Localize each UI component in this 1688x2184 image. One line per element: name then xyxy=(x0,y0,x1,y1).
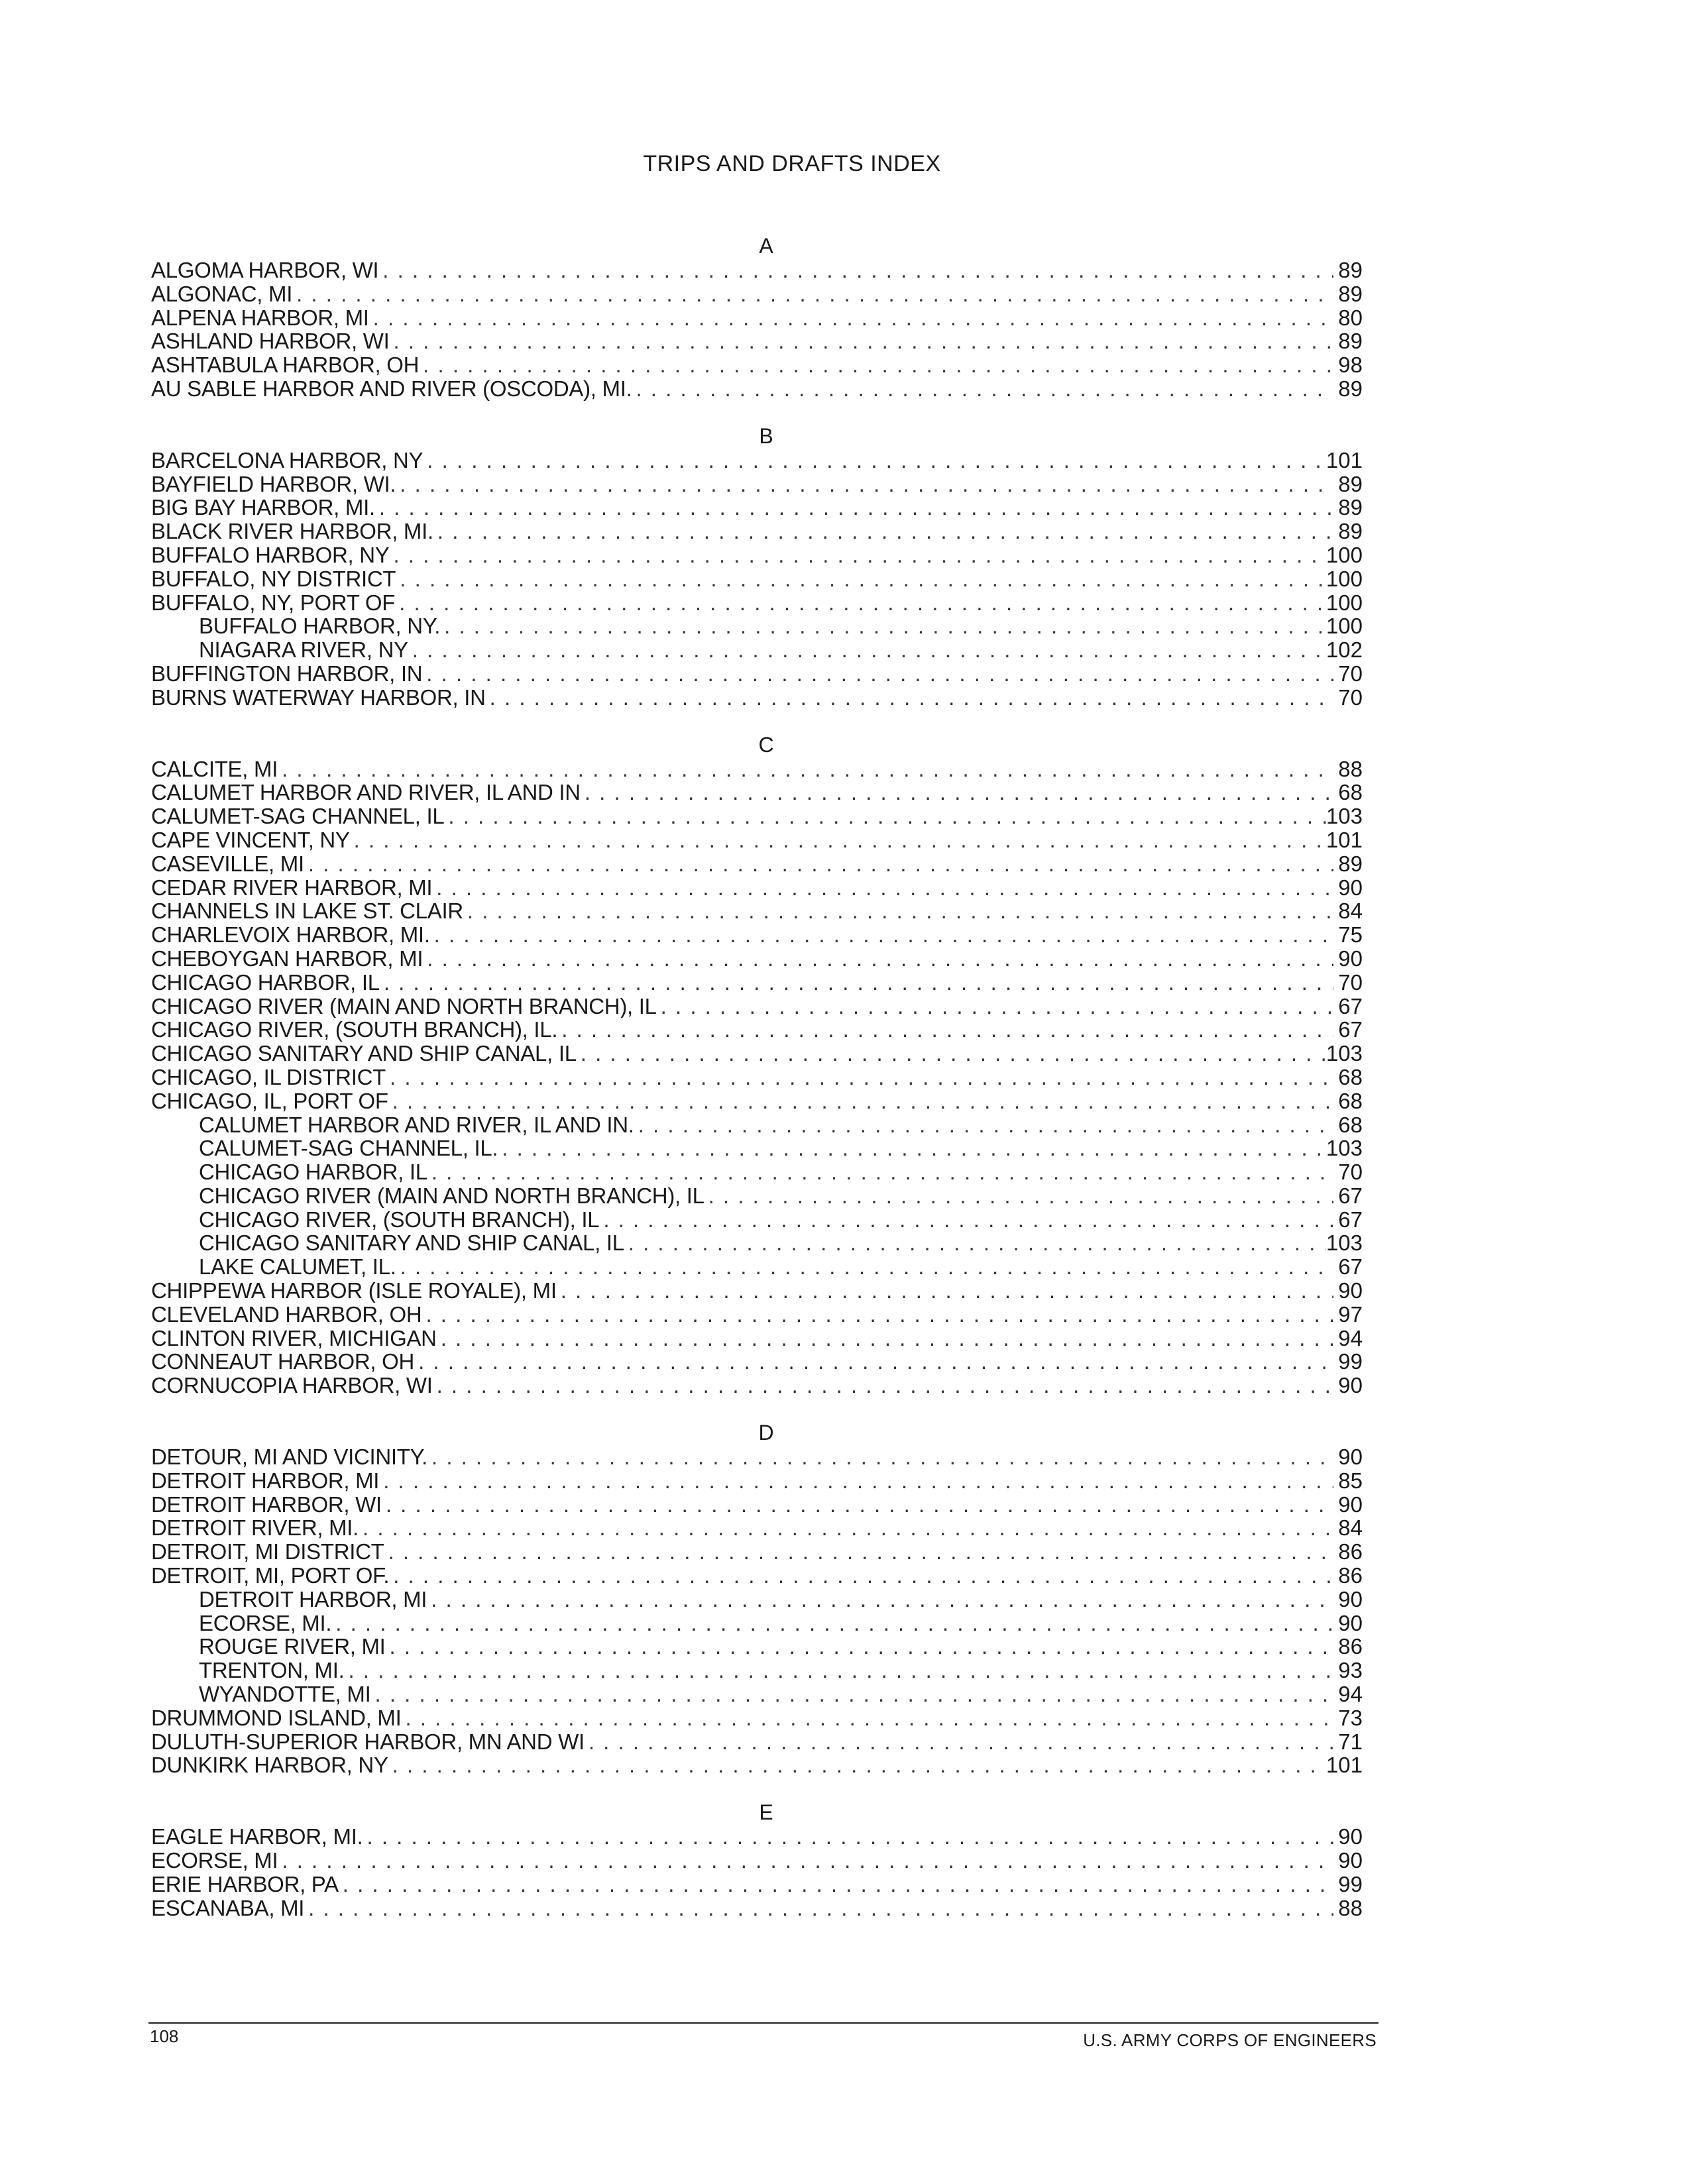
index-entry xyxy=(151,1825,1363,1849)
entry-name: CHEBOYGAN HARBOR, MI xyxy=(151,946,423,971)
entry-name: BUFFINGTON HARBOR, IN xyxy=(151,661,423,686)
index-entry xyxy=(151,1896,1363,1920)
index-entry xyxy=(151,1873,1363,1896)
dot-leader xyxy=(344,1659,1333,1682)
index-subentry xyxy=(151,1611,1363,1635)
dot-leader xyxy=(331,1611,1333,1635)
dot-leader xyxy=(278,1849,1333,1873)
index-section-e xyxy=(151,1800,1363,1920)
index-entry xyxy=(151,1065,1363,1089)
index-section-c xyxy=(151,732,1363,1398)
entry-name: CAPE VINCENT, NY xyxy=(151,828,350,852)
dot-leader xyxy=(379,1469,1333,1493)
entry-name: CHICAGO SANITARY AND SHIP CANAL, IL xyxy=(199,1231,624,1256)
index-entry xyxy=(151,1018,1363,1042)
dot-leader xyxy=(557,1018,1333,1042)
dot-leader xyxy=(634,1113,1333,1137)
dot-leader xyxy=(278,757,1333,781)
entry-name: BAYFIELD HARBOR, WI. xyxy=(151,472,396,496)
dot-leader xyxy=(304,1896,1333,1920)
index-entry xyxy=(151,662,1363,686)
entry-name: BUFFALO, NY, PORT OF xyxy=(151,590,396,615)
dot-leader xyxy=(359,1516,1333,1540)
dot-leader xyxy=(370,1682,1333,1706)
entry-page-number: 90 xyxy=(1338,1849,1363,1873)
entry-name: EAGLE HARBOR, MI. xyxy=(151,1825,363,1849)
entry-page-number: 67 xyxy=(1338,1183,1363,1208)
entry-name: ALGONAC, MI xyxy=(151,282,293,306)
entry-page-number: 67 xyxy=(1338,1207,1363,1232)
index-entry xyxy=(151,496,1363,519)
entry-page-number: 89 xyxy=(1338,329,1363,354)
entry-name: CHICAGO RIVER (MAIN AND NORTH BRANCH), IL xyxy=(199,1183,704,1208)
index-entry xyxy=(151,1469,1363,1493)
entry-name: BUFFALO HARBOR, NY xyxy=(151,543,390,567)
entry-page-number: 70 xyxy=(1338,661,1363,686)
dot-leader xyxy=(437,1327,1333,1350)
index-entry xyxy=(151,1445,1363,1469)
entry-name: DETROIT HARBOR, MI xyxy=(199,1587,427,1611)
dot-leader xyxy=(350,828,1326,852)
entry-name: CALUMET HARBOR AND RIVER, IL AND IN. xyxy=(199,1113,634,1137)
entry-page-number: 89 xyxy=(1338,282,1363,306)
dot-leader xyxy=(382,1493,1333,1517)
dot-leader xyxy=(577,1042,1326,1065)
entry-page-number: 101 xyxy=(1325,448,1363,472)
footer-organization: U.S. ARMY CORPS OF ENGINEERS xyxy=(1083,2030,1377,2050)
entry-page-number: 86 xyxy=(1338,1540,1363,1564)
index-entry xyxy=(151,686,1363,710)
dot-leader xyxy=(704,1184,1333,1208)
index-subentry xyxy=(151,1160,1363,1184)
dot-leader xyxy=(585,1730,1333,1754)
section-letter: B xyxy=(759,423,773,448)
entry-name: LAKE CALUMET, IL. xyxy=(199,1255,396,1280)
dot-leader xyxy=(444,804,1326,828)
index-section-b xyxy=(151,423,1363,710)
entry-page-number: 90 xyxy=(1338,1374,1363,1398)
entry-page-number: 84 xyxy=(1338,899,1363,924)
entry-page-number: 94 xyxy=(1338,1326,1363,1350)
dot-leader xyxy=(380,971,1333,995)
entry-page-number: 99 xyxy=(1338,1872,1363,1896)
index-entry xyxy=(151,1493,1363,1517)
dot-leader xyxy=(657,995,1333,1018)
entry-name: DETROIT HARBOR, WI xyxy=(151,1492,382,1517)
index-entry xyxy=(151,1350,1363,1374)
index-subentry xyxy=(151,1136,1363,1160)
entry-page-number: 68 xyxy=(1338,1065,1363,1089)
entry-page-number: 67 xyxy=(1338,1255,1363,1280)
entry-name: ROUGE RIVER, MI xyxy=(199,1635,386,1659)
dot-leader xyxy=(430,923,1333,947)
entry-page-number: 67 xyxy=(1338,994,1363,1018)
dot-leader xyxy=(433,519,1333,543)
dot-leader xyxy=(498,1136,1326,1160)
footer-page-number: 108 xyxy=(150,2026,179,2046)
index-entry xyxy=(151,1327,1363,1350)
index-entry xyxy=(151,947,1363,971)
index-entry xyxy=(151,1374,1363,1397)
index-entry xyxy=(151,519,1363,543)
entry-name: ESCANABA, MI xyxy=(151,1896,305,1920)
page-title: TRIPS AND DRAFTS INDEX xyxy=(643,151,941,176)
dot-leader xyxy=(388,1753,1326,1777)
entry-name: CALUMET HARBOR AND RIVER, IL AND IN xyxy=(151,781,581,805)
entry-name: DETROIT, MI, PORT OF. xyxy=(151,1564,390,1588)
dot-leader xyxy=(486,686,1333,710)
entry-page-number: 97 xyxy=(1338,1302,1363,1327)
index-entry xyxy=(151,591,1363,615)
dot-leader xyxy=(389,1564,1333,1588)
index-entry xyxy=(151,1303,1363,1327)
index-entry xyxy=(151,876,1363,900)
entry-page-number: 100 xyxy=(1325,614,1363,639)
entry-page-number: 71 xyxy=(1338,1729,1363,1754)
entry-name: CALUMET-SAG CHANNEL, IL xyxy=(151,804,445,828)
entry-page-number: 88 xyxy=(1338,757,1363,781)
index-entry xyxy=(151,377,1363,401)
entry-name: CHARLEVOIX HARBOR, MI. xyxy=(151,923,430,947)
entry-page-number: 89 xyxy=(1338,376,1363,401)
index-entry xyxy=(151,258,1363,282)
dot-leader xyxy=(369,306,1333,330)
index-subentry xyxy=(151,1588,1363,1611)
entry-page-number: 103 xyxy=(1325,1042,1363,1065)
entry-page-number: 103 xyxy=(1325,1136,1363,1161)
entry-name: DRUMMOND ISLAND, MI xyxy=(151,1706,402,1730)
entry-name: WYANDOTTE, MI xyxy=(199,1682,371,1706)
entry-name: CEDAR RIVER HARBOR, MI xyxy=(151,875,433,900)
entry-page-number: 70 xyxy=(1338,685,1363,710)
dot-leader xyxy=(427,1445,1333,1469)
dot-leader xyxy=(427,1160,1333,1184)
entry-name: DETOUR, MI AND VICINITY. xyxy=(151,1445,427,1469)
entry-name: CHANNELS IN LAKE ST. CLAIR xyxy=(151,899,463,924)
entry-page-number: 89 xyxy=(1338,496,1363,520)
index-subentry xyxy=(151,1231,1363,1255)
entry-name: CALCITE, MI xyxy=(151,757,278,781)
index-subentry xyxy=(151,614,1363,638)
entry-page-number: 90 xyxy=(1338,1587,1363,1611)
entry-page-number: 88 xyxy=(1338,1896,1363,1920)
entry-page-number: 90 xyxy=(1338,1825,1363,1849)
entry-name: CHICAGO, IL, PORT OF xyxy=(151,1089,388,1113)
index-subentry xyxy=(151,1255,1363,1279)
entry-name: ECORSE, MI xyxy=(151,1849,278,1873)
entry-page-number: 93 xyxy=(1338,1659,1363,1683)
dot-leader xyxy=(396,567,1326,591)
index-section-a xyxy=(151,233,1363,401)
index-entry xyxy=(151,923,1363,947)
dot-leader xyxy=(557,1279,1333,1303)
entry-page-number: 86 xyxy=(1338,1635,1363,1659)
entry-page-number: 103 xyxy=(1325,804,1363,828)
index-entry xyxy=(151,543,1363,567)
index-entry xyxy=(151,1706,1363,1730)
section-letter: A xyxy=(759,234,773,258)
entry-page-number: 67 xyxy=(1338,1018,1363,1042)
dot-leader xyxy=(390,329,1334,353)
dot-leader xyxy=(463,899,1333,923)
index-entry xyxy=(151,1564,1363,1588)
entry-page-number: 85 xyxy=(1338,1468,1363,1493)
dot-leader xyxy=(388,1089,1333,1113)
dot-leader xyxy=(304,852,1333,876)
entry-name: TRENTON, MI. xyxy=(199,1659,345,1683)
entry-page-number: 101 xyxy=(1325,828,1363,852)
index-entry xyxy=(151,1089,1363,1113)
entry-name: BUFFALO HARBOR, NY. xyxy=(199,614,441,639)
index-entry xyxy=(151,449,1363,472)
index-section-d xyxy=(151,1420,1363,1777)
entry-name: DETROIT RIVER, MI. xyxy=(151,1516,359,1541)
entry-page-number: 80 xyxy=(1338,305,1363,330)
index-entry xyxy=(151,1516,1363,1540)
entry-name: BLACK RIVER HARBOR, MI. xyxy=(151,519,433,543)
dot-leader xyxy=(423,449,1326,472)
dot-leader xyxy=(408,638,1326,662)
entry-page-number: 90 xyxy=(1338,875,1363,900)
index-entry xyxy=(151,828,1363,852)
entry-page-number: 89 xyxy=(1338,519,1363,543)
index-entry xyxy=(151,899,1363,923)
dot-leader xyxy=(423,947,1333,971)
entry-name: ERIE HARBOR, PA xyxy=(151,1872,339,1896)
dot-leader xyxy=(363,1825,1333,1849)
entry-name: BUFFALO, NY DISTRICT xyxy=(151,567,396,591)
entry-name: CHIPPEWA HARBOR (ISLE ROYALE), MI xyxy=(151,1279,557,1303)
dot-leader xyxy=(433,1374,1333,1397)
entry-page-number: 103 xyxy=(1325,1231,1363,1256)
entry-name: ALGOMA HARBOR, WI xyxy=(151,258,379,282)
dot-leader xyxy=(390,543,1326,567)
index-entry xyxy=(151,1540,1363,1564)
footer-rule xyxy=(148,2022,1379,2024)
entry-name: CONNEAUT HARBOR, OH xyxy=(151,1350,415,1374)
entry-page-number: 100 xyxy=(1325,543,1363,567)
index-subentry xyxy=(151,638,1363,662)
entry-page-number: 90 xyxy=(1338,1611,1363,1635)
index-entry xyxy=(151,781,1363,804)
entry-page-number: 90 xyxy=(1338,946,1363,971)
entry-name: CHICAGO RIVER (MAIN AND NORTH BRANCH), IL xyxy=(151,994,657,1018)
entry-page-number: 89 xyxy=(1338,258,1363,282)
index-subentry xyxy=(151,1184,1363,1208)
index-entry xyxy=(151,353,1363,377)
entry-name: CHICAGO RIVER, (SOUTH BRANCH), IL. xyxy=(151,1018,558,1042)
entry-page-number: 100 xyxy=(1325,590,1363,615)
dot-leader xyxy=(375,496,1333,519)
dot-leader xyxy=(422,1303,1333,1327)
dot-leader xyxy=(414,1350,1333,1374)
index-entry xyxy=(151,804,1363,828)
index-entry xyxy=(151,329,1363,353)
dot-leader xyxy=(440,614,1326,638)
dot-leader xyxy=(599,1208,1333,1232)
entry-name: CHICAGO, IL DISTRICT xyxy=(151,1065,386,1089)
entry-page-number: 102 xyxy=(1325,638,1363,662)
index-entry xyxy=(151,995,1363,1018)
index-list xyxy=(151,233,1363,1942)
dot-leader xyxy=(386,1065,1333,1089)
entry-name: BIG BAY HARBOR, MI. xyxy=(151,496,375,520)
index-subentry xyxy=(151,1635,1363,1659)
entry-name: BURNS WATERWAY HARBOR, IN xyxy=(151,685,486,710)
dot-leader xyxy=(422,662,1333,686)
entry-name: CHICAGO HARBOR, IL xyxy=(199,1160,427,1184)
entry-page-number: 75 xyxy=(1338,923,1363,947)
index-entry xyxy=(151,472,1363,496)
entry-page-number: 89 xyxy=(1338,472,1363,496)
entry-name: ECORSE, MI. xyxy=(199,1611,332,1635)
entry-name: DULUTH-SUPERIOR HARBOR, MN AND WI xyxy=(151,1729,585,1754)
entry-page-number: 90 xyxy=(1338,1445,1363,1469)
entry-name: DUNKIRK HARBOR, NY xyxy=(151,1753,388,1778)
dot-leader xyxy=(401,1706,1333,1730)
entry-page-number: 68 xyxy=(1338,1113,1363,1137)
section-letter: C xyxy=(758,732,774,757)
dot-leader xyxy=(384,1540,1334,1564)
dot-leader xyxy=(292,282,1333,306)
entry-name: ASHTABULA HARBOR, OH xyxy=(151,353,420,377)
entry-name: ASHLAND HARBOR, WI xyxy=(151,329,390,354)
entry-name: DETROIT, MI DISTRICT xyxy=(151,1540,384,1564)
entry-page-number: 99 xyxy=(1338,1350,1363,1374)
index-subentry xyxy=(151,1682,1363,1706)
entry-page-number: 68 xyxy=(1338,781,1363,805)
dot-leader xyxy=(581,781,1333,804)
entry-page-number: 101 xyxy=(1325,1753,1363,1778)
dot-leader xyxy=(395,591,1326,615)
section-letter: E xyxy=(759,1800,773,1825)
entry-page-number: 84 xyxy=(1338,1516,1363,1541)
dot-leader xyxy=(396,1255,1333,1279)
index-subentry xyxy=(151,1659,1363,1682)
entry-page-number: 90 xyxy=(1338,1279,1363,1303)
index-subentry xyxy=(151,1208,1363,1232)
entry-name: BARCELONA HARBOR, NY xyxy=(151,448,423,472)
index-entry xyxy=(151,852,1363,876)
index-entry xyxy=(151,306,1363,330)
entry-page-number: 70 xyxy=(1338,970,1363,995)
index-entry xyxy=(151,567,1363,591)
index-entry xyxy=(151,282,1363,306)
entry-name: CALUMET-SAG CHANNEL, IL. xyxy=(199,1136,498,1161)
entry-name: AU SABLE HARBOR AND RIVER (OSCODA), MI. xyxy=(151,376,632,401)
index-entry xyxy=(151,1849,1363,1873)
entry-page-number: 86 xyxy=(1338,1564,1363,1588)
dot-leader xyxy=(427,1588,1333,1611)
index-entry xyxy=(151,757,1363,781)
dot-leader xyxy=(386,1635,1333,1659)
entry-name: CHICAGO SANITARY AND SHIP CANAL, IL xyxy=(151,1042,577,1065)
entry-name: CHICAGO RIVER, (SOUTH BRANCH), IL xyxy=(199,1207,600,1232)
index-entry xyxy=(151,1042,1363,1065)
index-entry xyxy=(151,1730,1363,1754)
dot-leader xyxy=(396,472,1333,496)
dot-leader xyxy=(624,1231,1326,1255)
entry-page-number: 90 xyxy=(1338,1492,1363,1517)
dot-leader xyxy=(378,258,1333,282)
dot-leader xyxy=(339,1873,1333,1896)
entry-name: CORNUCOPIA HARBOR, WI xyxy=(151,1374,433,1398)
section-letter: D xyxy=(758,1421,774,1445)
entry-page-number: 89 xyxy=(1338,851,1363,876)
index-subentry xyxy=(151,1113,1363,1137)
entry-page-number: 94 xyxy=(1338,1682,1363,1706)
entry-page-number: 70 xyxy=(1338,1160,1363,1184)
entry-name: ALPENA HARBOR, MI xyxy=(151,305,369,330)
entry-name: CLEVELAND HARBOR, OH xyxy=(151,1302,422,1327)
dot-leader xyxy=(419,353,1333,377)
entry-page-number: 68 xyxy=(1338,1089,1363,1113)
index-entry xyxy=(151,1279,1363,1303)
entry-page-number: 100 xyxy=(1325,567,1363,591)
entry-name: DETROIT HARBOR, MI xyxy=(151,1468,380,1493)
index-entry xyxy=(151,1753,1363,1777)
entry-page-number: 73 xyxy=(1338,1706,1363,1730)
entry-name: CLINTON RIVER, MICHIGAN xyxy=(151,1326,437,1350)
dot-leader xyxy=(432,876,1333,900)
entry-page-number: 98 xyxy=(1338,353,1363,377)
dot-leader xyxy=(632,377,1333,401)
entry-name: NIAGARA RIVER, NY xyxy=(199,638,408,662)
entry-name: CHICAGO HARBOR, IL xyxy=(151,970,380,995)
entry-name: CASEVILLE, MI xyxy=(151,851,304,876)
index-entry xyxy=(151,971,1363,995)
